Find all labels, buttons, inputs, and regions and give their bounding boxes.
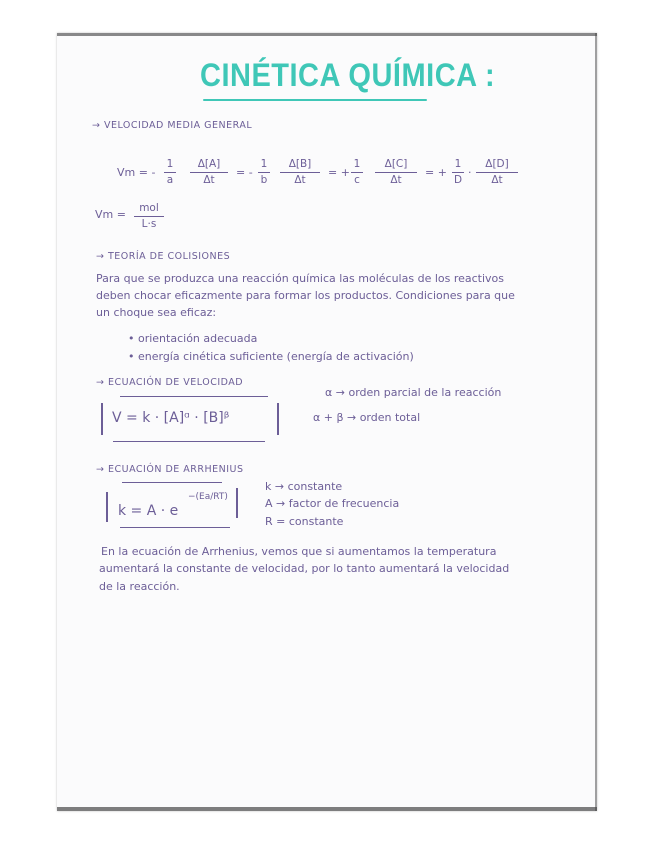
paragraph-line: deben chocar eficazmente para formar los productos. Condiciones para que xyxy=(96,289,515,302)
fraction-1-c: 1 c xyxy=(351,158,363,187)
equals-minus-1: = - xyxy=(236,166,253,179)
vm-units-label: Vm = xyxy=(95,208,126,221)
arrhenius-box-right xyxy=(236,488,238,518)
fraction-dA-dt: Δ[A] Δt xyxy=(190,158,228,187)
formula-box-bottom xyxy=(113,441,265,442)
fraction-1-D: 1 D xyxy=(453,158,463,186)
units-mol-per-ls: mol L·s xyxy=(134,202,164,231)
heading-arrhenius: → ECUACIÓN DE ARRHENIUS xyxy=(96,464,244,475)
page-title: CINÉTICA QUÍMICA : xyxy=(200,58,496,94)
note-factor-frecuencia: A → factor de frecuencia xyxy=(265,497,400,510)
formula-box-left xyxy=(101,403,103,435)
note-k-constante: k → constante xyxy=(265,480,343,493)
fraction-dD-dt: Δ[D] Δt xyxy=(476,158,518,187)
fraction-1-a: 1 a xyxy=(164,158,176,187)
multiplication-dot: · xyxy=(468,166,472,179)
note-orden-parcial: α → orden parcial de la reacción xyxy=(325,386,502,399)
conclusion-line: de la reacción. xyxy=(99,580,180,593)
fraction-dB-dt: Δ[B] Δt xyxy=(280,158,320,187)
bullet-item: • energía cinética suficiente (energía de activación) xyxy=(128,350,414,363)
heading-ecuacion-velocidad: → ECUACIÓN DE VELOCIDAD xyxy=(96,377,244,388)
arrhenius-exponent: −(Ea/RT) xyxy=(188,492,228,502)
bullet-item: • orientación adecuada xyxy=(128,332,258,345)
fraction-1-b: 1 b xyxy=(258,158,270,187)
note-R-constante: R = constante xyxy=(265,515,344,528)
equals-plus-1: = + xyxy=(328,166,350,179)
page-top-edge xyxy=(57,33,597,36)
formula-box-right xyxy=(277,403,279,435)
title-underline xyxy=(203,99,427,101)
page-right-edge xyxy=(595,33,597,811)
equals-plus-2: = + xyxy=(425,166,447,179)
arrhenius-formula: k = A · e xyxy=(118,503,179,519)
vm-label: Vm = - xyxy=(117,166,156,179)
fraction-dC-dt: Δ[C] Δt xyxy=(375,158,417,187)
paragraph-line: un choque sea eficaz: xyxy=(96,306,217,319)
rate-law-formula: V = k · [A]ᵅ · [B]ᵝ xyxy=(112,410,230,426)
heading-colisiones: → TEORÍA DE COLISIONES xyxy=(96,251,231,262)
arrhenius-box-top xyxy=(122,482,222,483)
page-bottom-edge xyxy=(57,807,597,811)
arrhenius-box-left xyxy=(106,492,108,522)
note-orden-total: α + β → orden total xyxy=(313,411,421,424)
arrhenius-box-bottom xyxy=(120,527,230,528)
conclusion-line: aumentará la constante de velocidad, por lo tanto aumentará la velocidad xyxy=(99,562,510,575)
conclusion-line: En la ecuación de Arrhenius, vemos que si aumentamos la temperatura xyxy=(101,545,497,558)
heading-velocidad-media: → VELOCIDAD MEDIA GENERAL xyxy=(92,120,253,131)
formula-box-top xyxy=(120,396,268,397)
paragraph-line: Para que se produzca una reacción química las moléculas de los reactivos xyxy=(96,272,505,285)
